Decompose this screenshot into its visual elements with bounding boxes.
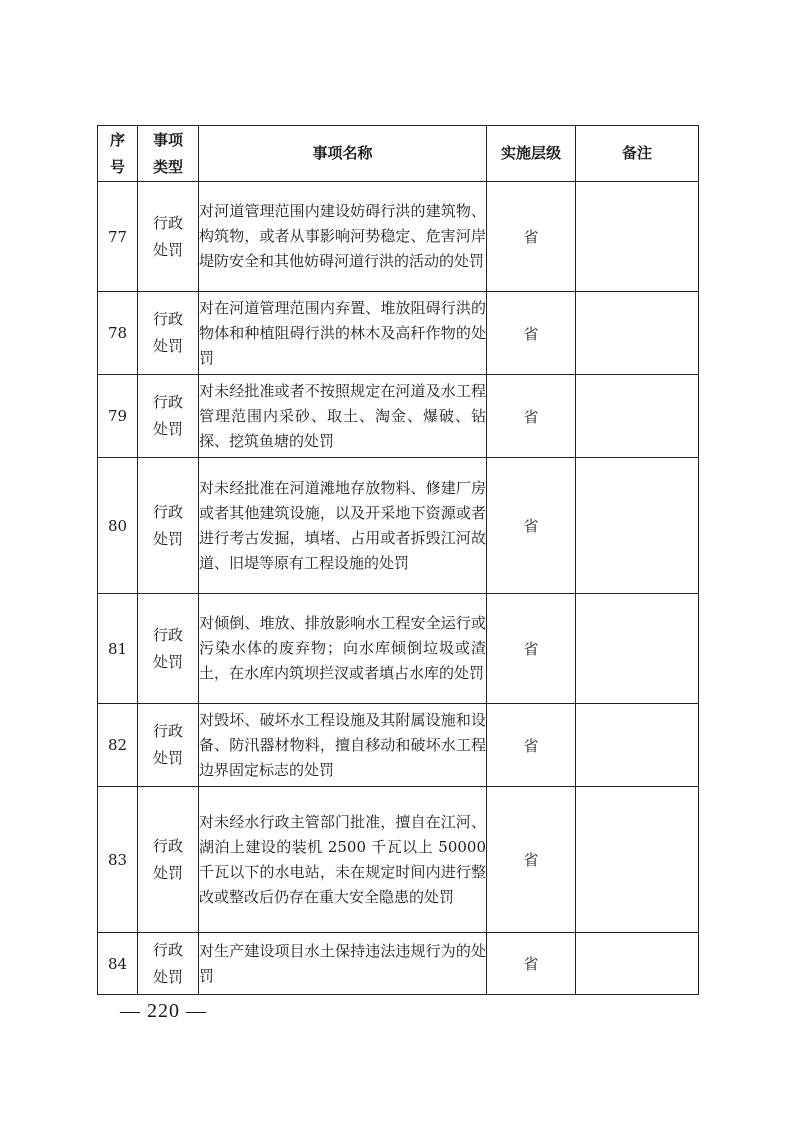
row-note [576,933,699,995]
row-name: 对未经批准在河道滩地存放物料、修建厂房或者其他建筑设施，以及开采地下资源或者进行考古发掘，填堵、占用或者拆毁江河故道、旧堤等原有工程设施的处罚 [199,458,487,594]
row-seq: 77 [98,182,138,292]
row-note [576,594,699,704]
row-note [576,787,699,933]
row-seq: 79 [98,375,138,458]
row-name: 对倾倒、堆放、排放影响水工程安全运行或污染水体的废弃物；向水库倾倒垃圾或渣土，在水库内筑坝拦汊或者填占水库的处罚 [199,594,487,704]
row-note [576,704,699,787]
row-seq: 83 [98,787,138,933]
table-row [98,458,699,594]
header-note: 备注 [576,126,699,182]
table-row [98,182,699,292]
row-seq: 78 [98,292,138,375]
row-name: 对未经批准或者不按照规定在河道及水工程管理范围内采砂、取土、淘金、爆破、钻探、挖筑鱼塘的处罚 [199,375,487,458]
table-row [98,292,699,375]
row-category: 行政 处罚 [138,787,199,933]
table-row [98,933,699,995]
row-name: 对在河道管理范围内弃置、堆放阻碍行洪的物体和种植阻碍行洪的林木及高秆作物的处罚 [199,292,487,375]
table-row [98,594,699,704]
matters-table [97,125,699,995]
row-note [576,182,699,292]
row-category: 行政 处罚 [138,594,199,704]
header-category: 事项 类型 [138,126,199,182]
row-level: 省 [487,375,576,458]
row-category: 行政 处罚 [138,458,199,594]
row-category: 行政 处罚 [138,375,199,458]
row-seq: 80 [98,458,138,594]
row-seq: 81 [98,594,138,704]
row-category: 行政 处罚 [138,292,199,375]
table-row [98,787,699,933]
row-note [576,375,699,458]
row-level: 省 [487,933,576,995]
row-category: 行政 处罚 [138,704,199,787]
row-name: 对毁坏、破坏水工程设施及其附属设施和设备、防汛器材物料，擅自移动和破坏水工程边界固定标志的处罚 [199,704,487,787]
table-row [98,704,699,787]
row-level: 省 [487,458,576,594]
row-name: 对河道管理范围内建设妨碍行洪的建筑物、构筑物，或者从事影响河势稳定、危害河岸堤防安全和其他妨碍河道行洪的活动的处罚 [199,182,487,292]
row-level: 省 [487,704,576,787]
row-category: 行政 处罚 [138,182,199,292]
row-category: 行政 处罚 [138,933,199,995]
table-header-row [98,126,699,182]
row-level: 省 [487,182,576,292]
row-note [576,292,699,375]
row-level: 省 [487,787,576,933]
row-seq: 84 [98,933,138,995]
table-row [98,375,699,458]
row-level: 省 [487,292,576,375]
row-note [576,458,699,594]
header-seq: 序 号 [98,126,138,182]
row-level: 省 [487,594,576,704]
row-seq: 82 [98,704,138,787]
header-level: 实施层级 [487,126,576,182]
row-name: 对未经水行政主管部门批准，擅自在江河、湖泊上建设的装机 2500 千瓦以上 50000 千瓦以下的水电站，未在规定时间内进行整改或整改后仍存在重大安全隐患的处罚 [199,787,487,933]
header-name: 事项名称 [199,126,487,182]
page-number: — 220 — [120,1000,207,1022]
row-name: 对生产建设项目水土保持违法违规行为的处罚 [199,933,487,995]
